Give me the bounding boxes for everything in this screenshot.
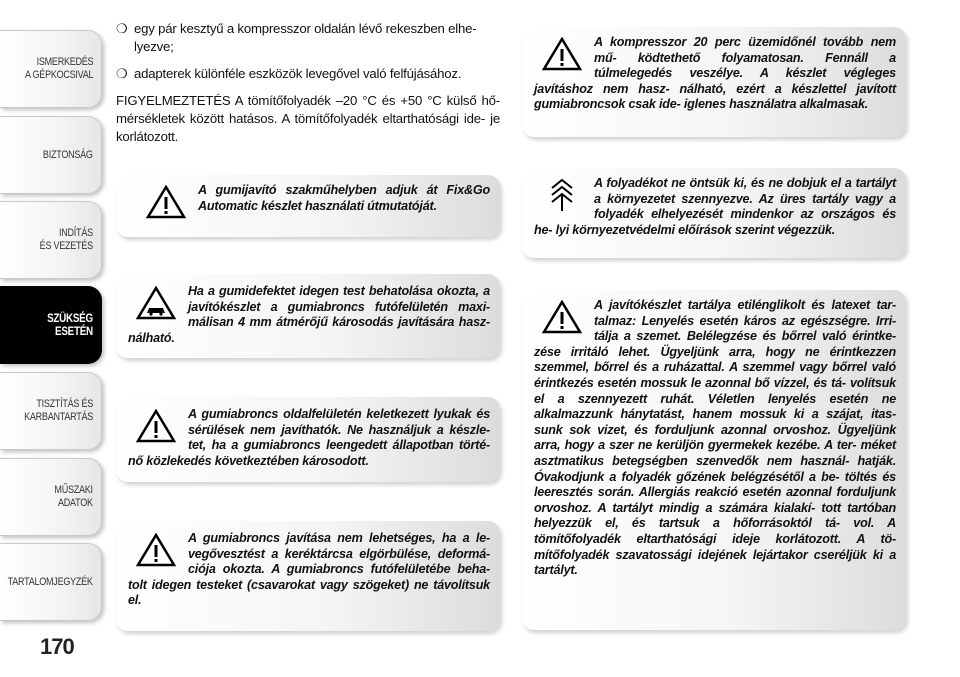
chapter-sidebar [0,0,104,677]
warning-box: A gumijavító szakműhelyben adjuk át Fix&Go Automatic készlet használati útmutatóját. [116,175,500,237]
warning-triangle-icon [542,37,582,71]
warning-box: A gumiabroncs oldalfelületén keletkezett lyukak és sérülések nem javíthatók. Ne használjuk a készle- tet, ha a gumiabroncs leengedett állapotban törté- nő közlekedés következtében károsodott. [116,397,500,482]
tab-tisztitas[interactable]: TISZTÍTÁS ÉS KARBANTARTÁS [0,372,102,450]
tab-szukseg-eseten[interactable]: SZÜKSÉG ESETÉN [0,286,102,364]
bullet-item: ❍ adapterek különféle eszközök levegővel való felfújásához. [116,66,462,81]
tab-inditas[interactable]: INDÍTÁS ÉS VEZETÉS [0,201,102,279]
car-warning-triangle-icon [136,286,176,320]
environment-box: A folyadékot ne öntsük ki, és ne dobjuk el a tartályt a környezetet szennyezve. Az üres tartály vagy a folyadék elhelyezését mindenkor az országos és he- lyi környezetvédelmi előírások szerint végezzük. [522,168,906,258]
caution-paragraph: FIGYELMEZTETÉS A tömítőfolyadék –20 °C és +50 °C külső hő- mérsékletek között hatásos. A tömítőfolyadék eltarthatósági ide- je korlátozott. [116,93,500,144]
warning-box: A gumiabroncs javítása nem lehetséges, ha a le- vegővesztést a keréktárcsa elgörbülése, deformá- ciója okozta. A gumiabroncs futófelületébe beha- tolt idegen testeket (csavarokat vagy szögeket) ne távolítsuk el. [116,521,500,631]
warning-triangle-icon [136,533,176,567]
tab-muszaki-adatok[interactable]: MŰSZAKI ADATOK [0,458,102,536]
bullet-item: ❍ egy pár kesztyű a kompresszor oldalán lévő rekeszben elhe- lyezve; [116,21,477,54]
tab-biztonsag[interactable]: BIZTONSÁG [0,116,102,194]
bullet-circle-icon: ❍ [116,21,128,36]
warning-triangle-icon [146,185,186,219]
tab-tartalomjegyzek[interactable]: TARTALOMJEGYZÉK [0,543,102,621]
tab-ismerkedes[interactable]: ISMERKEDÉS A GÉPKOCSIVAL [0,30,102,108]
warning-triangle-icon [542,300,582,334]
warning-box: A kompresszor 20 perc üzemidőnél tovább nem mű- ködtethető folyamatosan. Fennáll a túlmelegedés veszélye. A készlet végleges javításhoz nem hasz- nálható, ezért a készlettel javított gumiabroncsok csak ide- iglenes használatra alkalmasak. [522,27,906,137]
warning-box: A javítókészlet tartálya etilénglikolt és latexet tar- talmaz: Lenyelés esetén káros az egészségre. Irri- tálja a szemet. Belélegzése és bőrrel való érintke- zése irritáló lehet. Ügyeljünk arra, hogy ne érintkezzen szemmel, bőrrel és a ruházattal. A szemmel vagy bőrrel való érintkezés esetén mossuk le azonnal bő vízzel, és tá- volítsuk el a szennyezett ruhát. Véletlen lenyelés esetén ne alkalmazzunk hánytatást, hanem mossuk ki a szájat, itas- sunk sok vizet, és forduljunk azonnal orvoshoz. Ügyeljünk arra, hogy a szer ne kerüljön gyermekek kezébe. A ter- méket asztmatikus betegségben szenvedők nem használ- hatják. Óvakodjunk a folyadék gőzének belégzésétől a be- töltés és leeresztés során. Allergiás reakció esetén azonnal forduljunk orvoshoz. A tartályt mindig a számára kialakí- tott tartóban helyezzük el, és tartsuk a hőforrásoktól tá- vol. A tömítőfolyadék eltarthatósági ideje korlátozott. A tö- mítőfolyadék szavatossági idejének lejártakor cseréljük ki a tartályt. [522,290,906,630]
bullet-circle-icon: ❍ [116,66,128,81]
warning-triangle-icon [136,409,176,443]
left-intro-text [116,20,500,146]
warning-box: Ha a gumidefektet idegen test behatolása okozta, a javítókészlet a gumiabroncs futófelületén maxi- málisan 4 mm átmérőjű károsodás javítására hasz- nálható. [116,274,500,358]
page-number: 170 [40,634,74,659]
environment-tree-icon [542,178,582,212]
